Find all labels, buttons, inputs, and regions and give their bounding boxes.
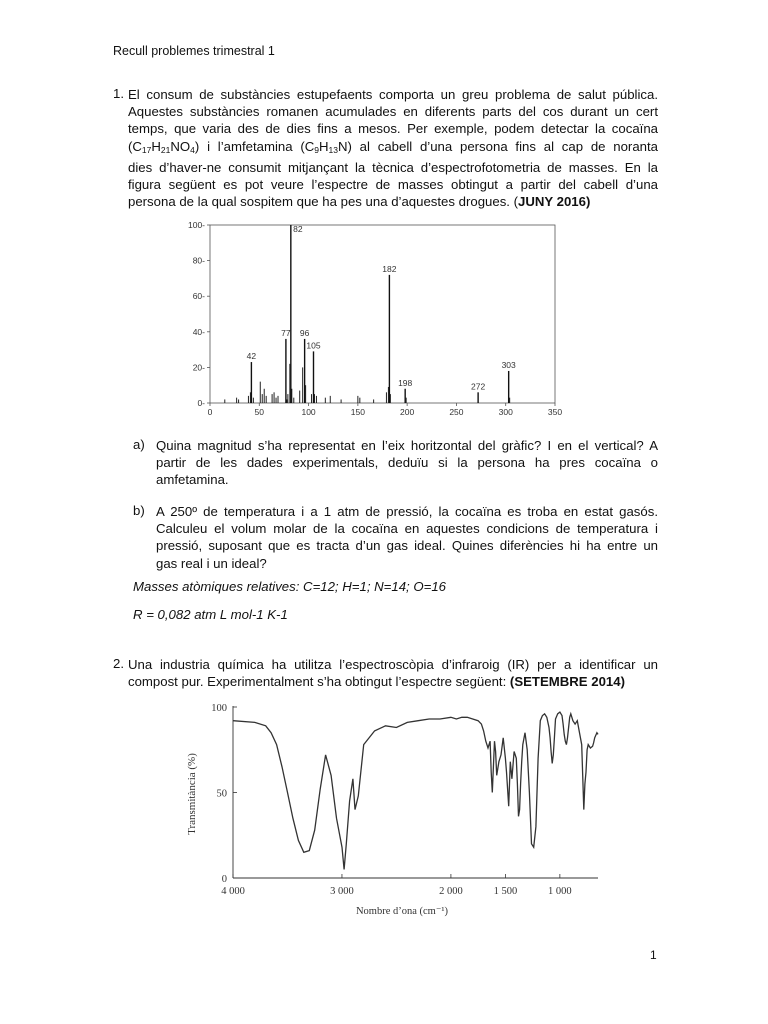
question-2-line-1: Una industria química ha utilitza l’espectroscòpia d’infraroig (IR) per a identificar un [128, 657, 658, 672]
ms-peak-label: 77 [281, 327, 291, 338]
question-1b-line-3: pressió, suposant que es tracta d’un gas ideal. Quines diferències hi ha entre un [156, 538, 658, 554]
ms-x-tick-label: 300 [498, 407, 513, 417]
page-header: Recull problemes trimestral 1 [113, 44, 275, 58]
question-1a-line-1: Quina magnitud s’ha representat en l’eix horitzontal del gràfic? I en el vertical? A [156, 438, 658, 453]
ms-y-tick-label: 0- [197, 398, 205, 408]
ir-y-tick-label: 100 [211, 703, 227, 714]
question-1-line-6: figura següent es pot veure l’espectre de masses obtingut a partir del cabell d’una [128, 177, 658, 193]
question-2-number: 2. [113, 656, 124, 671]
ms-peak-label: 42 [246, 351, 257, 362]
ms-y-tick-label: 20- [192, 362, 205, 373]
mass-spectrum-frame [210, 225, 555, 403]
ms-x-tick-label: 100 [301, 407, 316, 417]
ms-x-tick-label: 350 [547, 407, 563, 417]
ms-peak-label: 303 [501, 359, 516, 370]
question-2-line-2: compost pur. Experimentalment s’ha obtingut l’espectre següent: (SETEMBRE 2014) [128, 674, 625, 690]
question-1-text [128, 86, 658, 210]
atomic-masses: Masses atòmiques relatives: C=12; H=1; N=14; O=16 [133, 579, 446, 594]
ms-peak-label: 105 [306, 340, 321, 351]
ir-x-axis-label: Nombre d’ona (cm⁻¹) [355, 906, 449, 917]
ms-x-tick-label: 250 [449, 407, 464, 417]
ms-peak-label: 272 [471, 381, 486, 392]
question-1b-line-4: gas real i un ideal? [156, 555, 267, 571]
question-1b-line-1: A 250º de temperatura i a 1 atm de pressió, la cocaïna es troba en estat gasós. [156, 504, 658, 519]
question-2-tag: (SETEMBRE 2014) [509, 674, 625, 690]
question-1a-label: a) [133, 437, 145, 452]
question-1-tag: JUNY 2016) [518, 194, 591, 210]
question-1a-text [156, 437, 658, 489]
question-1a-line-2: partir de les dades experimentals, deduïu si la persona ha pres cocaïna o [156, 455, 658, 471]
ms-y-tick-label: 40- [192, 326, 205, 337]
ir-spectrum-chart [182, 698, 606, 924]
question-2-text [128, 656, 658, 690]
question-1b-label: b) [133, 503, 145, 518]
ms-x-tick-label: 50 [254, 407, 265, 417]
mass-spectrum-chart [178, 212, 578, 430]
page-number: 1 [650, 948, 657, 962]
question-1-line-5: dies d’haver-ne consumit mitjançant la tècnica d’espectrofotometria de masses. En la [128, 159, 658, 175]
question-1-line-3: temps, que varia des de dies fins a mesos. Per exemple, podem detectar la cocaïna [128, 121, 658, 137]
question-1a-line-3: amfetamina. [156, 472, 229, 488]
question-1-number: 1. [113, 86, 124, 101]
ir-y-tick-label: 0 [221, 874, 227, 885]
ir-y-axis-label: Transmitància (%) [186, 753, 198, 835]
ms-y-tick-label: 100- [187, 220, 205, 230]
ms-y-tick-label: 80- [192, 255, 205, 266]
ms-peak-label: 198 [398, 377, 413, 388]
ms-peak-label: 96 [299, 327, 310, 338]
gas-constant: R = 0,082 atm L mol-1 K-1 [133, 607, 288, 622]
question-1b-line-2: Calculeu el volum molar de la cocaïna en aquestes condicions de temperatura i [156, 521, 658, 537]
ms-x-tick-label: 150 [350, 407, 365, 417]
ir-transmittance-line [233, 712, 598, 869]
ir-x-tick-label: 1 000 [548, 886, 572, 897]
question-1b-text [156, 503, 658, 572]
ms-x-tick-label: 200 [400, 407, 415, 417]
question-1-line-1: El consum de substàncies estupefaents comporta un greu problema de salut pública. [128, 87, 658, 102]
ir-x-tick-label: 1 500 [493, 886, 518, 897]
ir-x-tick-label: 4 000 [221, 886, 245, 897]
ms-peak-label: 182 [382, 263, 397, 274]
ir-x-tick-label: 2 000 [439, 886, 463, 897]
ir-x-tick-label: 3 000 [330, 886, 354, 897]
question-1-line-7: persona de la qual sospitem que ha pes una d’aquestes drogues. (JUNY 2016) [128, 194, 591, 210]
question-1-line-4: $(C_{17}H_{21}NO_4)$ i l’amfetamina $(C_9H_{13}N)$ al cabell d’una persona fins al cap de noranta [128, 138, 658, 155]
question-1-line-2: Aquestes substàncies romanen acumulades en diferents parts del cos durant un cert [128, 104, 658, 120]
ms-x-tick-label: 0 [207, 407, 213, 417]
ir-y-tick-label: 50 [216, 788, 227, 800]
ms-peak-label: 82 [293, 224, 303, 234]
ms-y-tick-label: 60- [192, 291, 205, 302]
